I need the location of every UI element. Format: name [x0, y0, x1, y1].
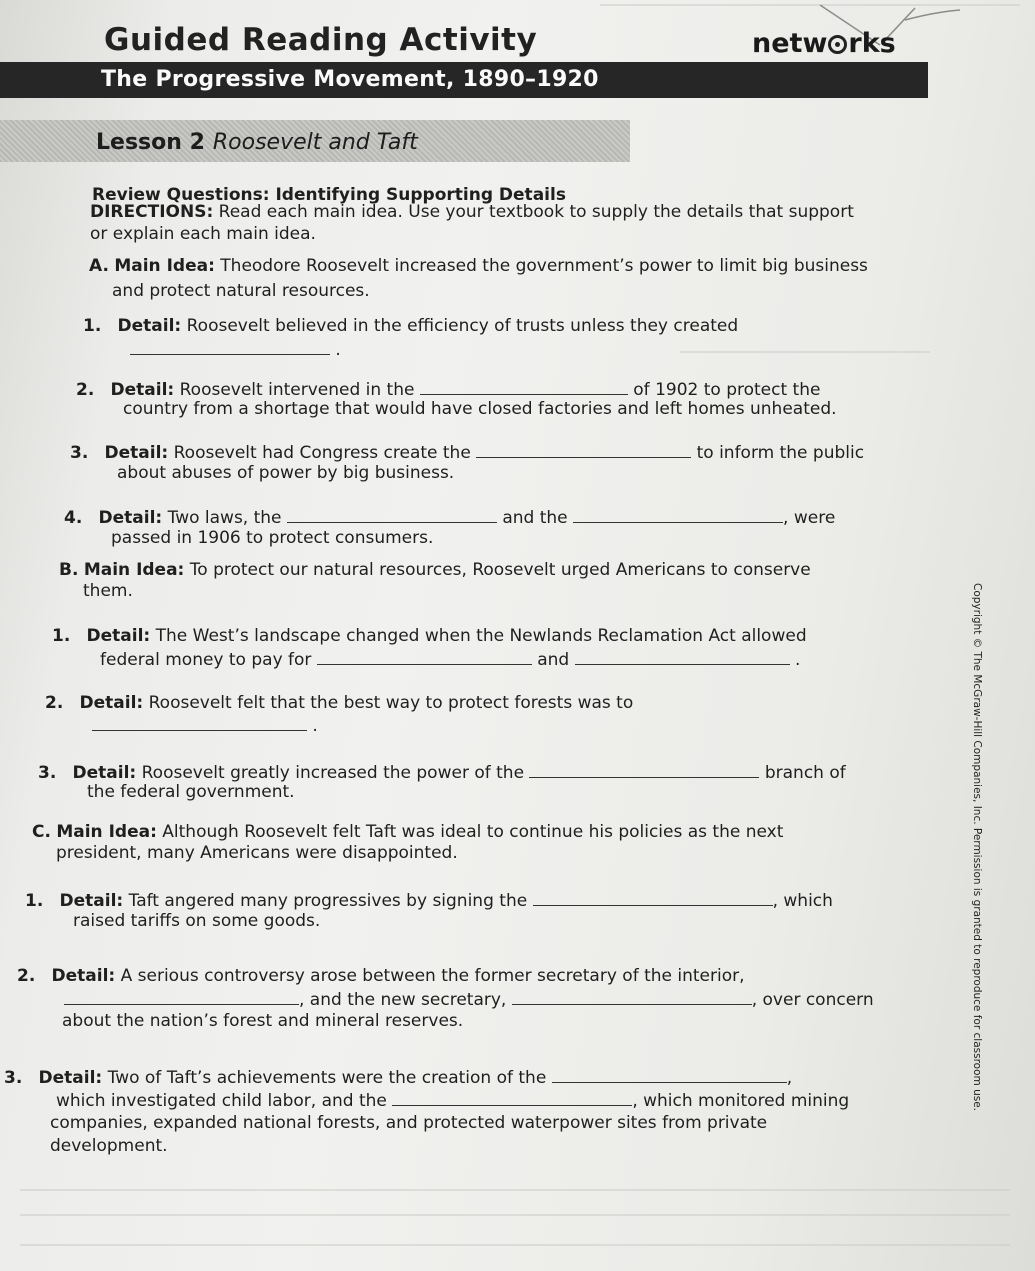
main-idea-b-line-2: them. — [83, 581, 133, 601]
main-idea-b: B. Main Idea: To protect our natural resources, Roosevelt urged Americans to conserve — [59, 560, 811, 580]
detail-b1-line-2: federal money to pay for and . — [100, 650, 801, 670]
answer-blank-b3[interactable] — [529, 761, 759, 778]
detail-b2: 2. Detail: Roosevelt felt that the best way to protect forests was to — [45, 693, 634, 713]
answer-blank-b1b[interactable] — [575, 648, 790, 665]
answer-blank-a4a[interactable] — [287, 506, 497, 523]
detail-b1: 1. Detail: The West’s landscape changed when the Newlands Reclamation Act allowed — [52, 626, 807, 646]
answer-blank-a2[interactable] — [420, 378, 628, 395]
answer-blank-a3[interactable] — [476, 441, 691, 458]
detail-c3-line-4: development. — [50, 1136, 168, 1156]
answer-blank-c3b[interactable] — [392, 1089, 632, 1106]
directions-line-1: DIRECTIONS: Read each main idea. Use your textbook to supply the details that support — [90, 202, 854, 222]
main-idea-a: A. Main Idea: Theodore Roosevelt increased the government’s power to limit big business — [89, 256, 868, 276]
logo-globe-icon — [828, 35, 847, 54]
detail-c2-line-3: about the nation’s forest and mineral reserves. — [62, 1011, 464, 1031]
detail-a4-line-2: passed in 1906 to protect consumers. — [111, 528, 434, 548]
detail-a3-line-2: about abuses of power by big business. — [117, 463, 455, 483]
main-idea-a-line-2: and protect natural resources. — [112, 281, 370, 301]
answer-blank-c2a[interactable] — [64, 988, 299, 1005]
detail-c2: 2. Detail: A serious controversy arose between the former secretary of the interior, — [17, 966, 745, 986]
detail-a4: 4. Detail: Two laws, the and the , were — [64, 508, 836, 528]
main-idea-c-line-2: president, many Americans were disappointed. — [56, 843, 458, 863]
answer-blank-a1[interactable] — [130, 338, 330, 355]
worksheet-title: Guided Reading Activity — [104, 22, 538, 58]
detail-c2-line-2: , and the new secretary, , over concern — [64, 988, 874, 1011]
copyright-notice: Copyright © The McGraw-Hill Companies, Inc. Permission is granted to reproduce for classroom use. — [971, 583, 983, 1111]
detail-b3: 3. Detail: Roosevelt greatly increased the power of the branch of — [38, 763, 846, 783]
answer-blank-b2[interactable] — [92, 714, 307, 731]
detail-a1-line-2: . — [130, 338, 341, 361]
detail-c1-line-2: raised tariffs on some goods. — [73, 911, 321, 931]
detail-b2-line-2: . — [92, 714, 318, 737]
answer-blank-c2b[interactable] — [512, 988, 752, 1005]
main-idea-c: C. Main Idea: Although Roosevelt felt Taft was ideal to continue his policies as the next — [32, 822, 784, 842]
answer-blank-c1[interactable] — [533, 889, 773, 906]
detail-c1: 1. Detail: Taft angered many progressives by signing the , which — [25, 891, 833, 911]
detail-a3: 3. Detail: Roosevelt had Congress create the to inform the public — [70, 443, 865, 463]
detail-b3-line-2: the federal government. — [87, 782, 295, 802]
answer-blank-a4b[interactable] — [573, 506, 783, 523]
lesson-heading: Lesson 2 Roosevelt and Taft — [96, 130, 418, 155]
detail-a2: 2. Detail: Roosevelt intervened in the of 1902 to protect the — [76, 380, 821, 400]
review-title: Review Questions: Identifying Supporting Details — [92, 185, 566, 205]
detail-c3-line-3: companies, expanded national forests, and protected waterpower sites from private — [50, 1113, 768, 1133]
directions-line-2: or explain each main idea. — [90, 224, 316, 244]
detail-a2-line-2: country from a shortage that would have closed factories and left homes unheated. — [123, 399, 837, 419]
answer-blank-b1a[interactable] — [317, 648, 532, 665]
detail-a1: 1. Detail: Roosevelt believed in the efficiency of trusts unless they created — [83, 316, 739, 336]
detail-c3-line-2: which investigated child labor, and the , which monitored mining — [56, 1091, 850, 1111]
answer-blank-c3a[interactable] — [552, 1066, 787, 1083]
chapter-title: The Progressive Movement, 1890–1920 — [101, 67, 599, 92]
detail-c3: 3. Detail: Two of Taft’s achievements were the creation of the , — [4, 1068, 793, 1088]
networks-logo: netw rks — [752, 28, 896, 59]
